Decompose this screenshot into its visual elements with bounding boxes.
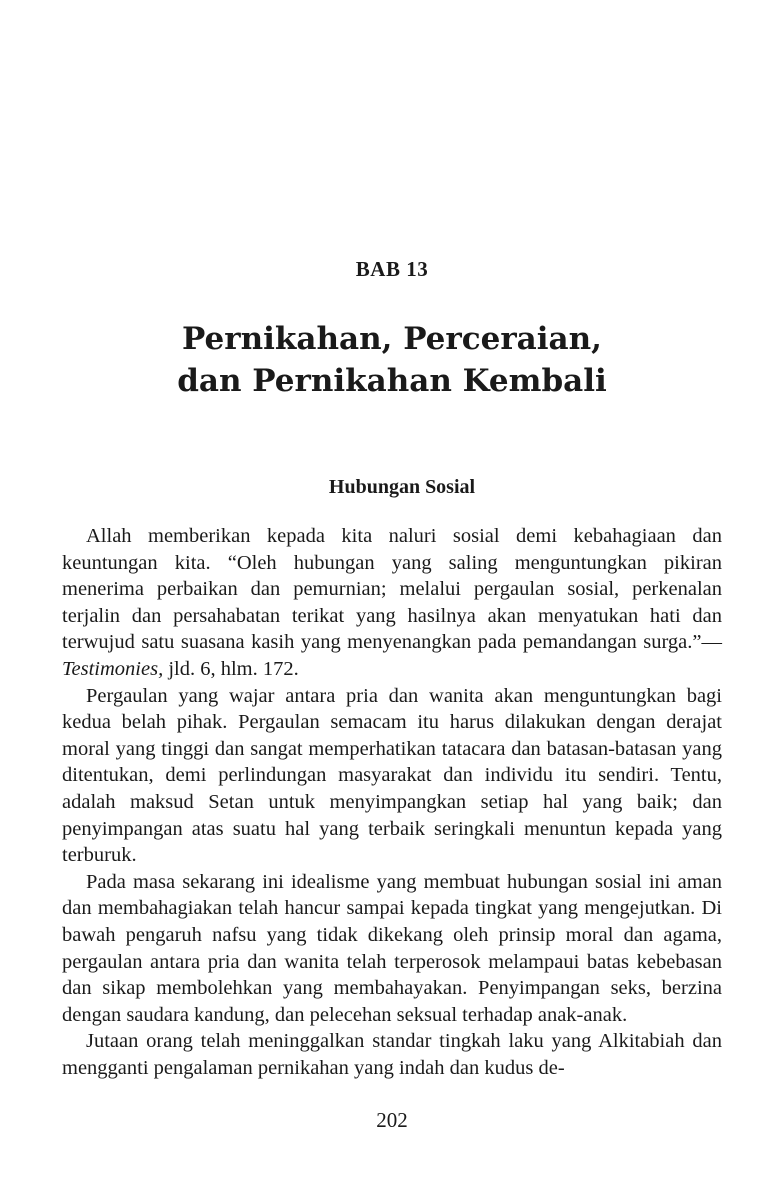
citation-reference: jld. 6, hlm. 172. [163, 657, 299, 680]
citation-title: Testimonies, [62, 657, 164, 680]
paragraph-4: Jutaan orang telah meninggalkan standar tingkah laku yang Alkitabiah dan mengganti pengalaman pernikahan yang indah dan kudus de- [62, 1030, 722, 1079]
body-text [62, 523, 722, 1081]
chapter-title-line-2: dan Pernikahan Kembali [177, 363, 607, 399]
page-number: 202 [376, 1108, 408, 1132]
chapter-title [62, 318, 722, 402]
book-page [62, 0, 722, 1200]
paragraph-1-text: Allah memberikan kepada kita naluri sosial demi kebahagiaan dan keuntungan kita. “Oleh hubungan yang saling menguntungkan pikiran menerima perbaikan dan pemurnian; melalui pergaulan sosial, perkenalan terjalin dan persahabatan terikat yang hasilnya akan menyatukan hati dan terwujud satu suasana kasih yang menyenangkan pada pemandangan surga.”— [62, 525, 722, 654]
chapter-label: BAB 13 [355, 257, 429, 281]
paragraph-2: Pergaulan yang wajar antara pria dan wanita akan menguntungkan bagi kedua belah pihak. Pergaulan semacam itu harus dilakukan dengan derajat moral yang tinggi dan sangat memperhatikan tatacara dan batasan-batasan yang ditentukan, demi perlindungan masyarakat dan individu itu sendiri. Tentu, adalah maksud Setan untuk menyimpangkan setiap hal yang baik; dan penyimpangan atas suatu hal yang terbaik seringkali menuntun kepada yang terburuk. [62, 684, 722, 867]
paragraph-1 [62, 523, 722, 683]
paragraph-3: Pada masa sekarang ini idealisme yang membuat hubungan sosial ini aman dan membahagiakan telah hancur sampai kepada tingkat yang mengejutkan. Di bawah pengaruh nafsu yang tidak dikekang oleh prinsip moral dan agama, pergaulan antara pria dan wanita telah terperosok melampaui batas kebebasan dan sikap membolehkan yang membahayakan. Penyimpangan seks, berzina dengan saudara kandung, dan pelecehan seksual terhadap anak-anak. [62, 870, 722, 1026]
chapter-title-line-1: Pernikahan, Perceraian, [182, 321, 602, 357]
section-heading: Hubungan Sosial [328, 476, 476, 498]
